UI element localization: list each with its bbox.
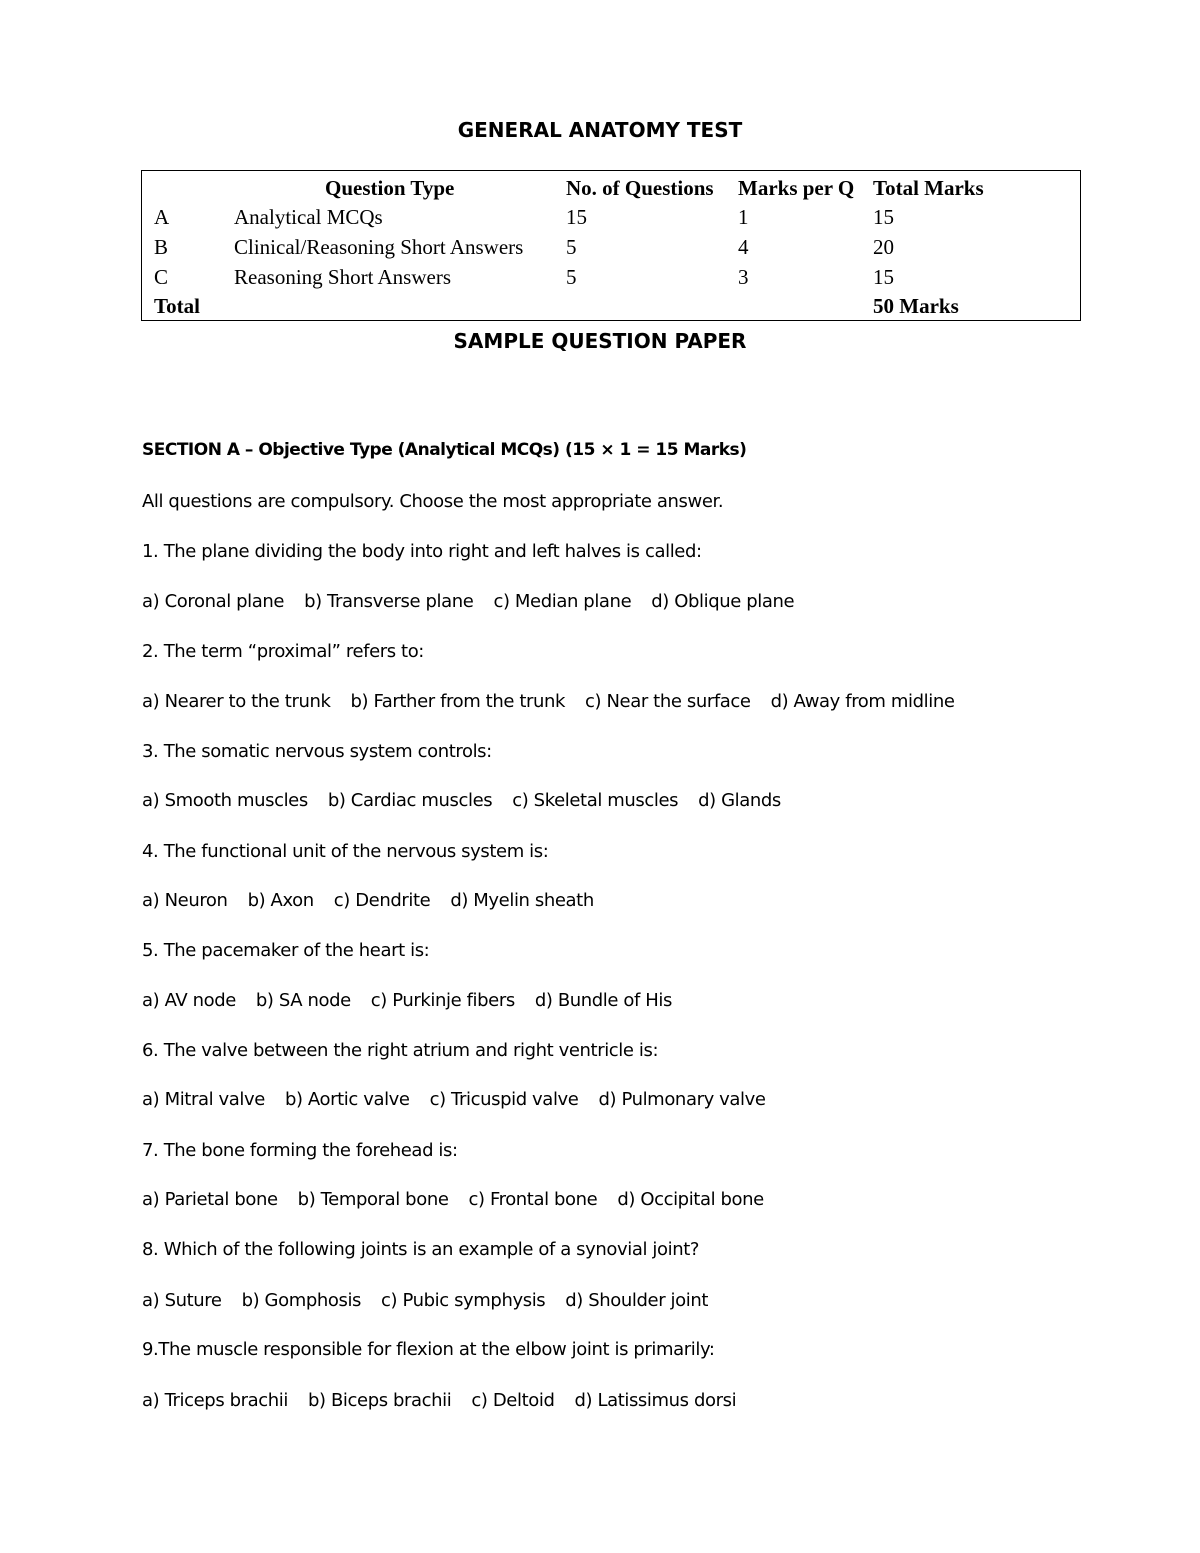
question-type: Analytical MCQs xyxy=(234,205,383,229)
option-a: a) Coronal plane xyxy=(142,591,285,612)
option-c: c) Purkinje fibers xyxy=(370,990,515,1011)
option-c: c) Near the surface xyxy=(585,691,751,712)
option-b: b) Temporal bone xyxy=(297,1189,449,1210)
options-line xyxy=(142,591,814,612)
instruction-text: All questions are compulsory. Choose the most appropriate answer. xyxy=(142,491,724,512)
option-b: b) Gomphosis xyxy=(241,1290,362,1311)
section-letter: A xyxy=(154,205,170,229)
options-line xyxy=(142,890,614,911)
option-d: d) Latissimus dorsi xyxy=(574,1390,737,1411)
option-c: c) Pubic symphysis xyxy=(381,1290,546,1311)
question-count: 5 xyxy=(566,265,577,289)
option-d: d) Occipital bone xyxy=(617,1189,764,1210)
option-b: b) Axon xyxy=(247,890,314,911)
table-header-row xyxy=(142,173,1080,203)
table-row xyxy=(142,262,1080,292)
option-d: d) Away from midline xyxy=(770,691,955,712)
marks-distribution-table xyxy=(141,170,1081,321)
option-a: a) Nearer to the trunk xyxy=(142,691,331,712)
row-total: 15 xyxy=(873,205,894,229)
options-line xyxy=(142,691,975,712)
option-b: b) SA node xyxy=(255,990,351,1011)
sample-paper-title: SAMPLE QUESTION PAPER xyxy=(453,329,747,353)
question-type: Clinical/Reasoning Short Answers xyxy=(234,235,524,259)
option-a: a) Parietal bone xyxy=(142,1189,278,1210)
question-text: 5. The pacemaker of the heart is: xyxy=(142,940,430,961)
question-text: 7. The bone forming the forehead is: xyxy=(142,1140,458,1161)
option-d: d) Bundle of His xyxy=(534,990,672,1011)
row-total: 20 xyxy=(873,235,894,259)
header-num-questions: No. of Questions xyxy=(566,176,714,200)
question-text: 3. The somatic nervous system controls: xyxy=(142,741,492,762)
table-row xyxy=(142,202,1080,232)
section-letter: B xyxy=(154,235,169,259)
option-a: a) Mitral valve xyxy=(142,1089,265,1110)
option-c: c) Dendrite xyxy=(333,890,431,911)
option-c: c) Skeletal muscles xyxy=(512,790,679,811)
option-d: d) Myelin sheath xyxy=(450,890,594,911)
option-b: b) Aortic valve xyxy=(284,1089,410,1110)
option-d: d) Glands xyxy=(698,790,781,811)
question-text: 4. The functional unit of the nervous system is: xyxy=(142,841,549,862)
question-text: 1. The plane dividing the body into right and left halves is called: xyxy=(142,541,702,562)
section-a-heading: SECTION A – Objective Type (Analytical MCQs) (15 × 1 = 15 Marks) xyxy=(142,440,747,460)
option-a: a) Triceps brachii xyxy=(142,1390,288,1411)
header-total-marks: Total Marks xyxy=(873,176,984,200)
options-line xyxy=(142,790,801,811)
question-text: 2. The term “proximal” refers to: xyxy=(142,641,424,662)
row-total: 15 xyxy=(873,265,894,289)
question-count: 5 xyxy=(566,235,577,259)
option-b: b) Farther from the trunk xyxy=(350,691,566,712)
option-c: c) Frontal bone xyxy=(468,1189,598,1210)
marks-per-question: 1 xyxy=(738,205,749,229)
option-b: b) Cardiac muscles xyxy=(327,790,493,811)
table-total-row xyxy=(142,291,1080,321)
question-text: 9.The muscle responsible for flexion at the elbow joint is primarily: xyxy=(142,1339,715,1360)
question-text: 6. The valve between the right atrium and right ventricle is: xyxy=(142,1040,659,1061)
options-line xyxy=(142,1189,784,1210)
option-a: a) Suture xyxy=(142,1290,222,1311)
marks-per-question: 4 xyxy=(738,235,749,259)
option-c: c) Tricuspid valve xyxy=(429,1089,579,1110)
option-d: d) Pulmonary valve xyxy=(598,1089,766,1110)
option-d: d) Shoulder joint xyxy=(565,1290,709,1311)
options-line xyxy=(142,1390,756,1411)
header-marks-per-q: Marks per Q xyxy=(738,176,855,200)
page-title: GENERAL ANATOMY TEST xyxy=(457,118,743,142)
total-value: 50 Marks xyxy=(873,294,959,318)
option-b: b) Biceps brachii xyxy=(308,1390,452,1411)
section-letter: C xyxy=(154,265,169,289)
options-line xyxy=(142,1290,728,1311)
option-a: a) AV node xyxy=(142,990,236,1011)
total-label: Total xyxy=(154,294,200,318)
marks-per-question: 3 xyxy=(738,265,749,289)
option-c: c) Deltoid xyxy=(471,1390,555,1411)
options-line xyxy=(142,1089,786,1110)
options-line xyxy=(142,990,692,1011)
header-question-type: Question Type xyxy=(325,176,455,200)
question-count: 15 xyxy=(566,205,587,229)
table-row xyxy=(142,232,1080,262)
option-d: d) Oblique plane xyxy=(651,591,795,612)
option-c: c) Median plane xyxy=(493,591,632,612)
option-a: a) Smooth muscles xyxy=(142,790,308,811)
option-a: a) Neuron xyxy=(142,890,228,911)
question-text: 8. Which of the following joints is an example of a synovial joint? xyxy=(142,1239,700,1260)
question-type: Reasoning Short Answers xyxy=(234,265,451,289)
option-b: b) Transverse plane xyxy=(304,591,474,612)
